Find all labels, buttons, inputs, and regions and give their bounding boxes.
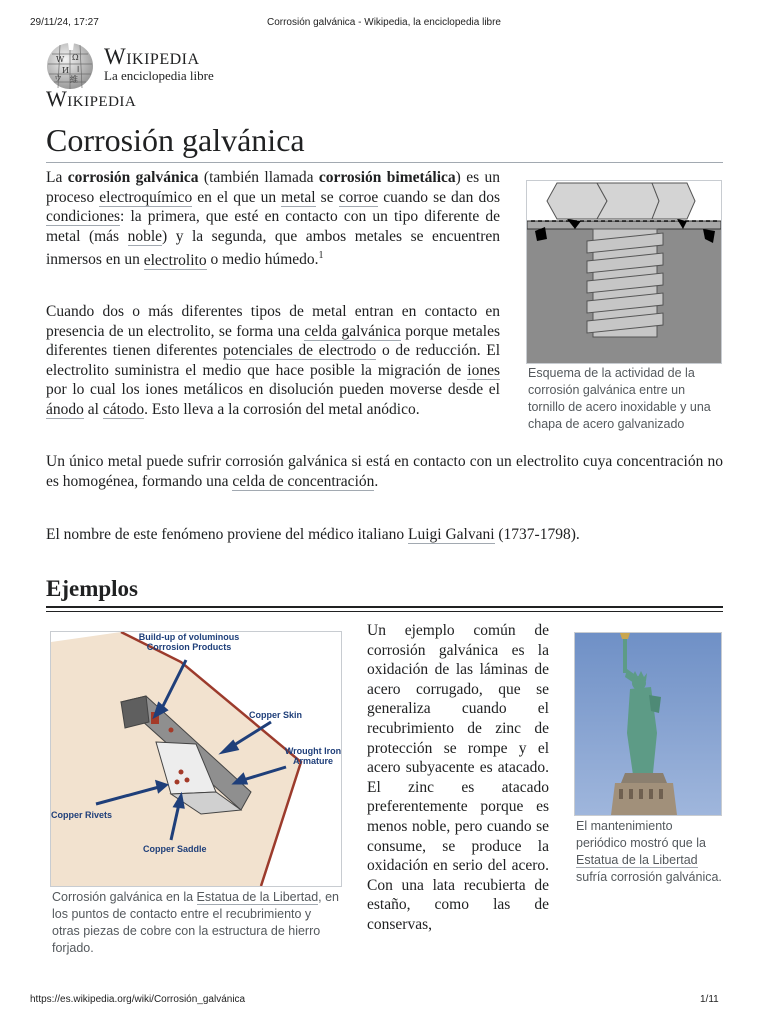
wiki-link[interactable]: condiciones — [46, 208, 121, 226]
label-copper-rivets: Copper Rivets — [51, 810, 113, 820]
figure2-caption — [52, 889, 342, 957]
logo-tagline: La enciclopedia libre — [104, 68, 214, 83]
text-run: ) es un proceso — [46, 169, 500, 206]
intro-paragraph-2 — [46, 302, 500, 420]
wiki-link[interactable]: noble — [127, 227, 163, 245]
section-divider-thin — [46, 611, 723, 612]
statue-corrosion-diagram[interactable] — [50, 631, 342, 887]
section-heading-ejemplos: Ejemplos — [46, 576, 138, 601]
wiki-link[interactable]: celda galvánica — [304, 322, 401, 340]
text-run: La — [46, 169, 68, 186]
text-run: cuando se dan dos — [378, 188, 500, 206]
label-buildup: Build-up of voluminous — [138, 632, 240, 642]
svg-text:W: W — [56, 55, 65, 64]
text-run: en el que un — [192, 188, 282, 206]
logo-wordmark[interactable]: Wikipedia — [104, 44, 200, 69]
text-run: por lo cual los iones metálicos en disolución pueden moverse desde el — [46, 381, 500, 399]
wikipedia-globe-icon[interactable] — [44, 42, 96, 90]
label-copper-saddle: Copper Saddle — [143, 844, 207, 854]
svg-text:ا: ا — [77, 65, 80, 74]
text-run: , en los puntos de contacto entre el recubrimiento y otras piezas de cobre con la estructura de hierro forjado. — [52, 890, 340, 955]
page-title: Corrosión galvánica — [46, 122, 305, 158]
logo-wordmark-secondary: Wikipedia — [46, 86, 137, 111]
wiki-link[interactable]: Estatua de la Libertad — [196, 890, 319, 904]
text-run: o de reducción. El electrolito suministra el medio que hace posible la migración de — [46, 342, 501, 379]
text-run: o medio húmedo. — [206, 251, 319, 269]
svg-text:維: 維 — [70, 75, 78, 84]
print-page-title: Corrosión galvánica - Wikipedia, la enciclopedia libre — [266, 17, 501, 28]
print-page-number: 1/11 — [700, 994, 719, 1005]
wiki-link[interactable]: iones — [467, 361, 500, 379]
text-run: se — [315, 188, 339, 206]
text-run: porque metales diferentes tienen diferentes — [46, 322, 501, 360]
wiki-link[interactable]: electrolito — [143, 251, 207, 269]
text-run: . Esto lleva a la corrosión del metal anódico. — [144, 400, 420, 418]
intro-paragraph-4 — [46, 525, 723, 545]
label-copper-skin: Copper Skin — [249, 710, 303, 720]
footnote-ref: 1 — [318, 250, 324, 262]
text-run: (1737-1798). — [494, 526, 580, 543]
text-run: Un único metal puede sufrir corrosión galvánica si está en contacto con un electrolito cuya concentración no es homogénea, formando una — [46, 453, 723, 490]
figure1-caption: Esquema de la actividad de la corrosión galvánica entre un tornillo de acero inoxidable y una chapa de acero galvanizado — [528, 366, 711, 431]
label-wrought-iron: Wrought Iron — [284, 746, 342, 756]
wiki-link[interactable]: celda de concentración — [232, 472, 375, 490]
wiki-link[interactable]: potenciales de electrodo — [223, 342, 377, 360]
title-divider — [46, 162, 723, 163]
text-run: . — [374, 472, 379, 490]
svg-text:И: И — [62, 66, 69, 75]
svg-text:ウ: ウ — [54, 74, 62, 83]
label-wrought-iron-2: Armature — [292, 756, 333, 766]
text-run: (también llamada — [198, 169, 319, 186]
wiki-link[interactable]: corroe — [338, 188, 379, 206]
text-run: ) y la segunda, que ambos metales se encuentren inmersos en un — [46, 227, 500, 269]
wiki-link[interactable]: ánodo — [46, 400, 84, 418]
svg-text:Ω: Ω — [72, 53, 79, 62]
print-datetime: 29/11/24, 17:27 — [30, 17, 99, 28]
figure3-caption — [576, 818, 722, 886]
text-run: al — [83, 400, 103, 418]
wiki-link[interactable]: Luigi Galvani — [407, 526, 495, 543]
bold-term: corrosión galvánica — [67, 169, 199, 186]
wiki-link[interactable]: electroquímico — [99, 188, 193, 206]
label-buildup-2: Corrosion Products — [146, 642, 232, 652]
bold-term: corrosión bimetálica — [318, 169, 456, 186]
text-run: sufría corrosión galvánica. — [576, 870, 722, 884]
text-run: Corrosión galvánica en la — [52, 890, 197, 904]
text-run: : la primera, que esté en contacto con un tipo diferente de metal (más — [46, 208, 500, 245]
wiki-link[interactable]: cátodo — [102, 400, 145, 418]
intro-paragraph-1 — [46, 168, 500, 270]
section-paragraph: Un ejemplo común de corrosión galvánica es la oxidación de las láminas de acero corrugado, que se generaliza cuando el recubrimiento de zinc de protección se rompe y el acero subyacente es atacado. El zinc es atacado preferentemente porque es menos noble, pero cuando se consume, se produce la oxidación en serio del acero. Con una lata recubierta de estaño, como las de conservas, — [367, 622, 549, 933]
bolt-corrosion-diagram[interactable] — [526, 180, 722, 364]
intro-paragraph-3 — [46, 452, 723, 491]
text-run: Cuando dos o más diferentes tipos de metal entran en contacto en presencia de un electrolito, se forma una — [46, 303, 500, 340]
text-run: El nombre de este fenómeno proviene del médico italiano — [46, 526, 408, 543]
print-url: https://es.wikipedia.org/wiki/Corrosión_galvánica — [30, 994, 246, 1005]
wiki-link[interactable]: Estatua de la Libertad — [576, 853, 698, 867]
statue-of-liberty-photo[interactable] — [574, 632, 722, 816]
section-divider — [46, 606, 723, 608]
wiki-link[interactable]: metal — [281, 188, 316, 206]
text-run: El mantenimiento periódico mostró que la — [576, 819, 706, 850]
